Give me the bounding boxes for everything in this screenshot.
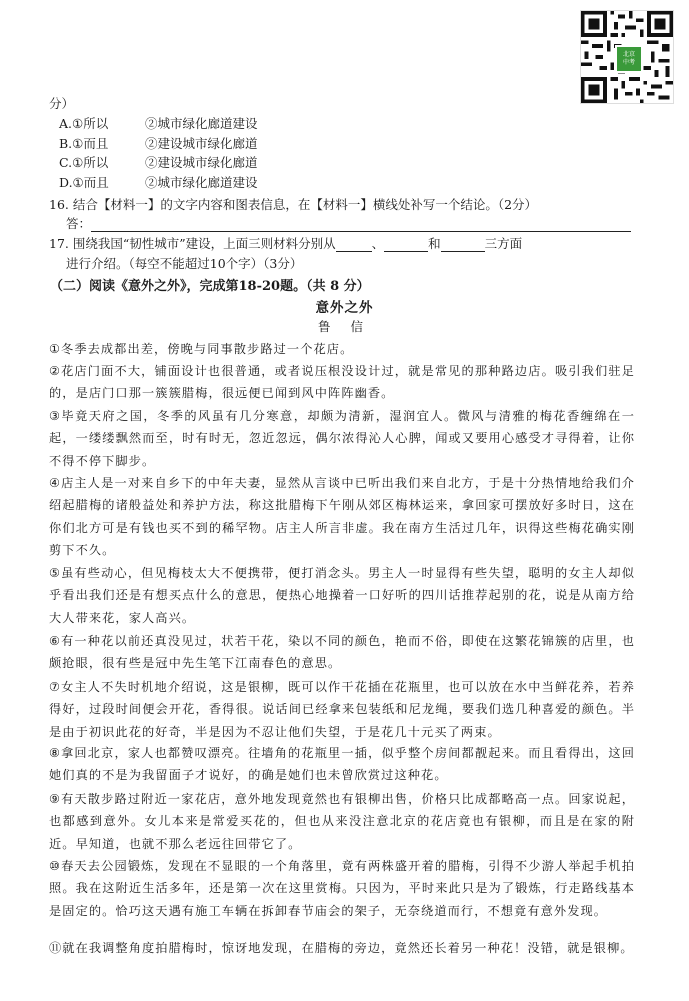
- continued-text: 分）: [49, 96, 75, 111]
- answer-line[interactable]: [91, 217, 631, 232]
- qr-logo-text-1: 北京: [622, 51, 635, 58]
- paragraph-9: ⑨有天散步路过附近一家花店，意外地发现竟然也有银柳出售，价格只比成都略高一点。回家说起，也都感到意外。女儿本来是常爱买花的，但也从来没注意北京的花店竟也有银柳，而且是在家的附近。早知道，也就不那么老远往回带它了。: [49, 792, 635, 851]
- blank-1[interactable]: [336, 237, 372, 252]
- paragraph-10: ⑩春天去公园锻炼，发现在不显眼的一个角落里，竟有两株盛开着的腊梅，引得不少游人举起手机拍照。我在这附近生活多年，还是第一次在这里赏梅。只因为，平时来此只是为了锻炼，行走路线基本是固定的。恰巧这天遇有施工车辆在拆卸春节庙会的架子，无奈绕道而行，不想竟有意外发现。: [49, 859, 635, 918]
- paragraph-8: ⑧拿回北京，家人也都赞叹漂亮。往墙角的花瓶里一插，似乎整个房间都靓起来。而且看得出，这回她们真的不是为我留面子才说好，的确是她们也未曾欣赏过这种花。: [49, 746, 635, 783]
- paragraph-3: ③毕竟天府之国，冬季的风虽有几分寒意，却颇为清新，湿润宜人。微风与清雅的梅花香缠绵在一起，一缕缕飘然而至，时有时无，忽近忽远，偶尔浓得沁人心脾，闻或又要用心感受才寻得着，让你不得不停下脚步。: [49, 409, 635, 468]
- option-d-label: D.①而且: [59, 175, 109, 190]
- option-d[interactable]: [59, 175, 258, 191]
- question-17-sep-1: 、: [371, 236, 385, 251]
- question-17: [49, 236, 522, 252]
- option-b-text: ②建设城市绿化廊道: [145, 136, 258, 151]
- article-author: 鲁 信: [318, 319, 371, 334]
- option-b[interactable]: [59, 136, 258, 152]
- paragraph-1: ①冬季去成都出差，傍晚与同事散步路过一个花店。: [49, 342, 354, 356]
- question-17-text-1: 17. 围绕我国“韧性城市”建设，上面三则材料分别从: [49, 236, 336, 251]
- option-a-text: ②城市绿化廊道建设: [145, 116, 258, 131]
- option-c-label: C.①所以: [59, 155, 109, 170]
- paragraph-7: ⑦女主人不失时机地介绍说，这是银柳，既可以作干花插在花瓶里，也可以放在水中当鲜花养，若养得好，过段时间便会开花，香得很。说话间已经拿来包装纸和尼龙绳，要我们选几种喜爱的颜色。半是由于初识此花的好奇，半是因为不忍让他们失望，于是花几十元买了两束。: [49, 680, 635, 739]
- paragraph-2: ②花店门面不大，铺面设计也很普通，或者说压根没设计过，就是常见的那种路边店。吸引我们驻足的，是店门口那一簇簇腊梅，很远便已闻到风中阵阵幽香。: [49, 364, 635, 401]
- paragraph-4: ④店主人是一对来自乡下的中年夫妻，显然从言谈中已听出我们来自北方，于是十分热情地给我们介绍起腊梅的诸般益处和养护方法，称这批腊梅下午刚从郊区梅林运来，拿回家可摆放好多时日，这在你们北方可是有钱也买不到的稀罕物。店主人所言非虚。我在南方生活过几年，识得这些梅花确实刚剪下不久。: [49, 476, 635, 558]
- option-c-text: ②建设城市绿化廊道: [145, 155, 258, 170]
- qr-code: [580, 10, 674, 104]
- answer-label: 答：: [66, 216, 92, 231]
- option-a[interactable]: [59, 116, 258, 132]
- option-a-label: A.①所以: [59, 116, 109, 131]
- qr-logo: [615, 45, 643, 73]
- section-heading: （二）阅读《意外之外》，完成第18-20题。（共 8 分）: [50, 279, 370, 294]
- question-17-line-2: 进行介绍。（每空不能超过10个字）（3分）: [66, 256, 303, 271]
- paragraph-6: ⑥有一种花以前还真没见过，状若干花，染以不同的颜色，艳而不俗，即使在这繁花锦簇的店里，也颇抢眼，很有些是冠中先生笔下江南春色的意思。: [49, 634, 635, 671]
- question-17-sep-2: 和: [428, 236, 441, 251]
- paragraph-5: ⑤虽有些动心，但见梅枝太大不便携带，便打消念头。男主人一时显得有些失望，聪明的女主人却似乎看出我们还是有想买点什么的意思，便热心地操着一口好听的四川话推荐起别的花，说是从南方给大人带来花，家人高兴。: [49, 566, 635, 625]
- option-b-label: B.①而且: [59, 136, 109, 151]
- paragraph-11: ⑪就在我调整角度拍腊梅时，惊讶地发现，在腊梅的旁边，竟然还长着另一种花！没错，就是银柳。: [49, 941, 634, 955]
- option-c[interactable]: [59, 155, 258, 171]
- qr-logo-text-2: 中考: [622, 59, 635, 66]
- question-16-answer[interactable]: [66, 216, 631, 232]
- article-title: 意外之外: [315, 300, 374, 316]
- blank-2[interactable]: [384, 237, 428, 252]
- blank-3[interactable]: [441, 237, 485, 252]
- option-d-text: ②城市绿化廊道建设: [145, 175, 258, 190]
- question-17-text-2: 三方面: [484, 236, 523, 251]
- question-16: 16. 结合【材料一】的文字内容和图表信息，在【材料一】横线处补写一个结论。（2分）: [49, 197, 538, 212]
